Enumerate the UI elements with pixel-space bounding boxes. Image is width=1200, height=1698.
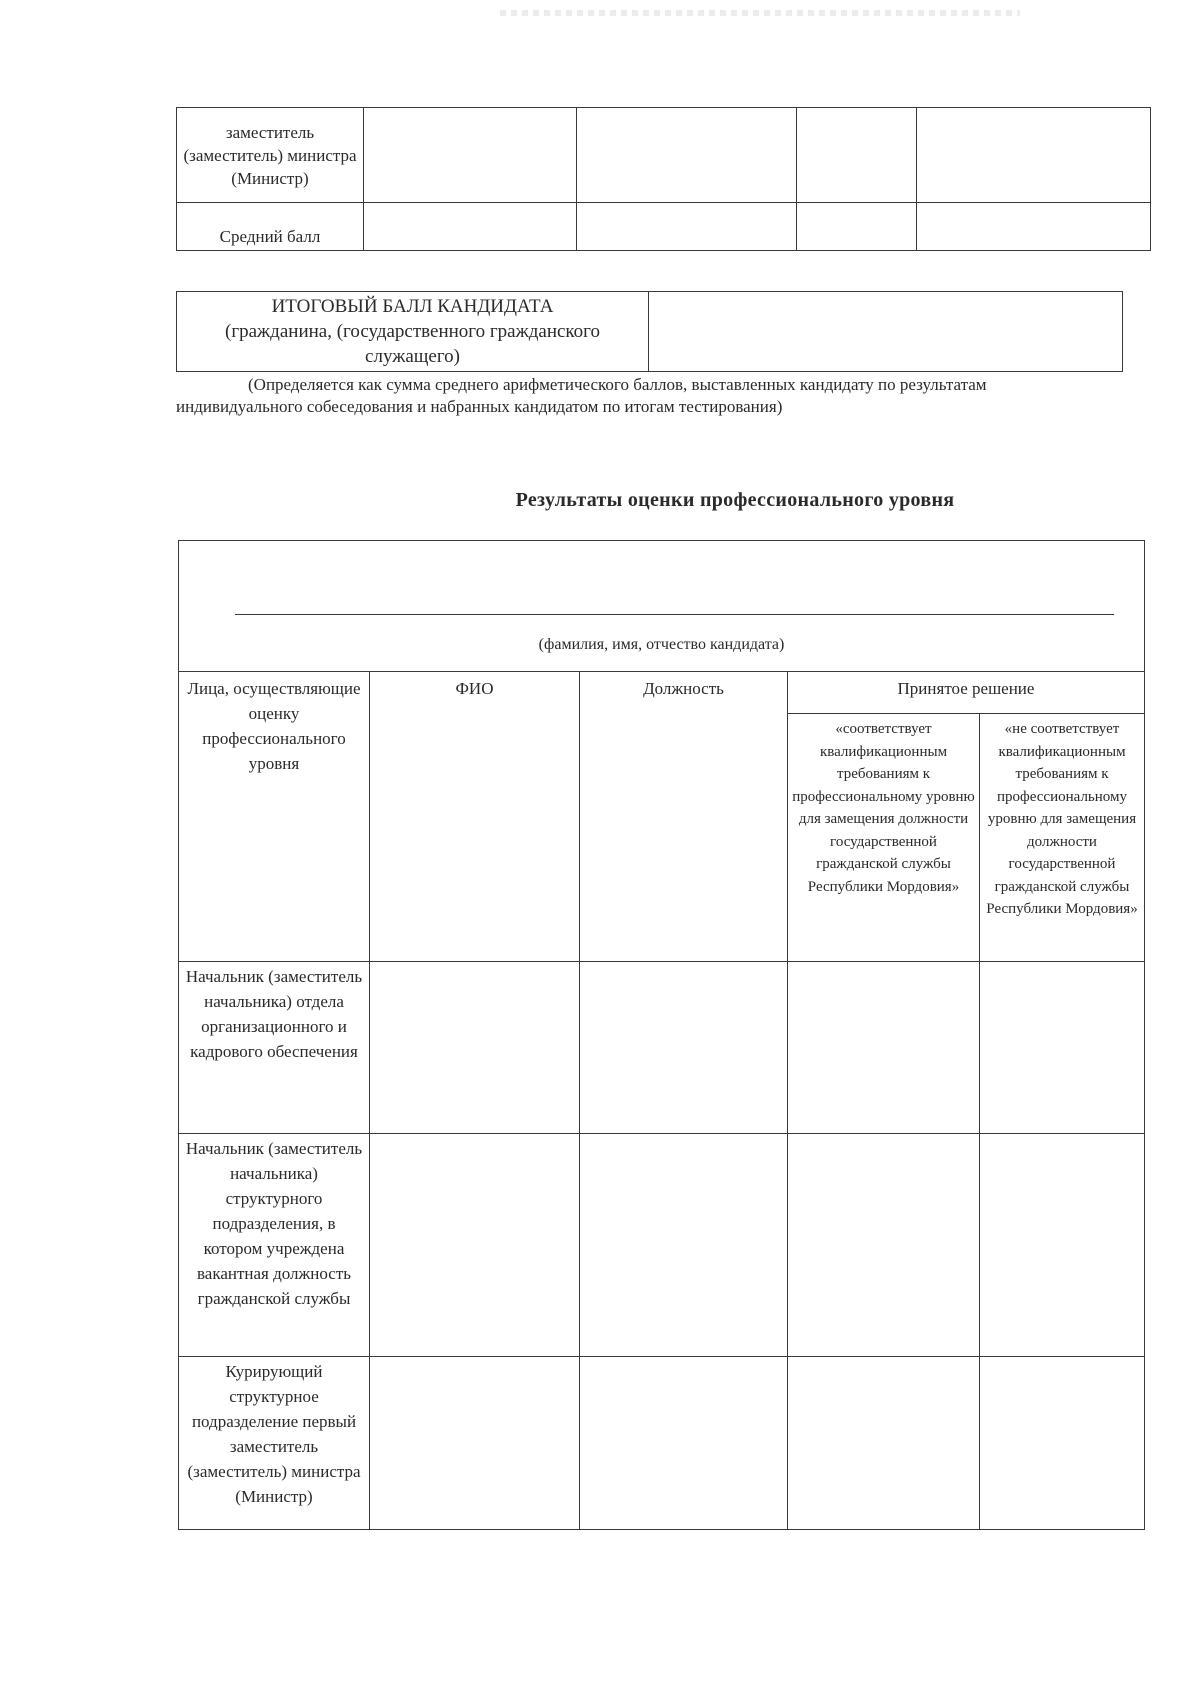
header-position: Должность (580, 672, 788, 962)
table-row (179, 962, 1145, 1134)
table-cell[interactable] (370, 962, 580, 1134)
scores-table (176, 107, 1151, 251)
table-row (177, 292, 1123, 372)
table-cell[interactable] (788, 1134, 980, 1357)
final-score-table (176, 291, 1123, 372)
header-persons: Лица, осуществляющие оценку профессионального уровня (179, 672, 370, 962)
calculation-note (176, 374, 1076, 418)
table-cell[interactable] (364, 108, 577, 203)
table-cell[interactable] (788, 1357, 980, 1530)
row-label: Начальник (заместитель начальника) отдела организационного и кадрового обеспечения (179, 962, 370, 1134)
candidate-name-field[interactable] (179, 541, 1145, 672)
row-label: Курирующий структурное подразделение первый заместитель (заместитель) министра (Министр) (179, 1357, 370, 1530)
table-cell[interactable] (370, 1134, 580, 1357)
table-row (177, 108, 1151, 203)
table-row (177, 203, 1151, 251)
candidate-row (179, 541, 1145, 672)
table-cell[interactable] (580, 1357, 788, 1530)
table-cell[interactable] (580, 1134, 788, 1357)
header-decision: Принятое решение (788, 672, 1145, 714)
table-cell[interactable] (797, 108, 917, 203)
row-label: заместитель (заместитель) министра (Министр) (177, 108, 364, 203)
row-label: Средний балл (177, 203, 364, 251)
header-row (179, 672, 1145, 714)
scan-artifact (500, 10, 1020, 16)
table-cell[interactable] (577, 203, 797, 251)
table-cell[interactable] (980, 1357, 1145, 1530)
table-cell[interactable] (797, 203, 917, 251)
row-label: Начальник (заместитель начальника) структурного подразделения, в котором учреждена вакантная должность гражданской службы (179, 1134, 370, 1357)
table-cell[interactable] (577, 108, 797, 203)
signature-line (235, 614, 1114, 615)
note-text: (Определяется как сумма среднего арифметического баллов, выставленных кандидату по результатам индивидуального собеседования и набранных кандидатом по итогам тестирования) (176, 375, 987, 416)
section-title: Результаты оценки профессионального уровня (515, 489, 955, 511)
table-cell[interactable] (580, 962, 788, 1134)
table-cell[interactable] (917, 203, 1151, 251)
table-cell[interactable] (370, 1357, 580, 1530)
header-not-complies: «не соответствует квалификационным требованиям к профессиональному уровню для замещения должности государственной гражданской службы Республики Мордовия» (980, 714, 1145, 962)
final-score-subtitle: (гражданина, (государственного гражданского служащего) (225, 321, 600, 367)
table-cell[interactable] (917, 108, 1151, 203)
final-score-value[interactable] (649, 292, 1123, 372)
table-cell[interactable] (980, 962, 1145, 1134)
table-cell[interactable] (980, 1134, 1145, 1357)
assessment-table (178, 540, 1145, 1530)
header-complies: «соответствует квалификационным требованиям к профессиональному уровню для замещения должности государственной гражданской службы Республики Мордовия» (788, 714, 980, 962)
table-row (179, 1134, 1145, 1357)
table-row (179, 1357, 1145, 1530)
header-fio: ФИО (370, 672, 580, 962)
final-score-label (177, 292, 649, 372)
final-score-title: ИТОГОВЫЙ БАЛЛ КАНДИДАТА (271, 296, 554, 317)
table-cell[interactable] (364, 203, 577, 251)
table-cell[interactable] (788, 962, 980, 1134)
candidate-caption: (фамилия, имя, отчество кандидата) (538, 636, 785, 653)
